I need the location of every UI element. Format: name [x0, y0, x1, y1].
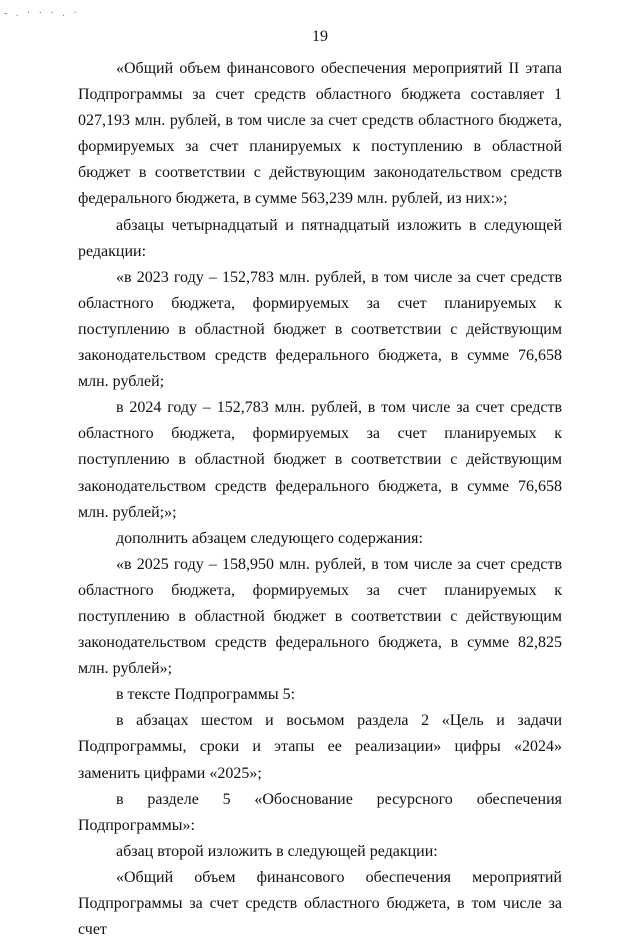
paragraph: абзац второй изложить в следующей редакции: [116, 842, 438, 860]
page-number: 19 [312, 28, 328, 45]
paragraph: в тексте Подпрограммы 5: [116, 686, 296, 704]
paragraph: «в 2023 году – 152,783 млн. рублей, в том числе за счет средств областного бюджета, формируемых за счет планируемых к поступлению в областной бюджет в соответствии с действующим законодательством средств федерального бюджета, в сумме 76,658 млн. рублей; [78, 268, 562, 391]
document-body [78, 56, 562, 943]
paragraph: в разделе 5 «Обоснование ресурсного обеспечения Подпрограммы»: [78, 790, 562, 834]
paragraph: в 2024 году – 152,783 млн. рублей, в том числе за счет средств областного бюджета, формируемых за счет планируемых к поступлению в областной бюджет в соответствии с действующим законодательством средств федерального бюджета, в сумме 76,658 млн. рублей;»; [78, 399, 562, 521]
paragraph: абзацы четырнадцатый и пятнадцатый изложить в следующей редакции: [78, 216, 562, 260]
scan-artifact-marks: ‑ . · · · . · [4, 8, 80, 19]
paragraph: «Общий объем финансового обеспечения мероприятий II этапа Подпрограммы за счет средств областного бюджета составляет 1 027,193 млн. рублей, в том числе за счет средств областного бюджета, формируемых за счет планируемых к поступлению в областной бюджет в соответствии с действующим законодательством средств федерального бюджета, в сумме 563,239 млн. рублей, из них:»; [78, 60, 562, 208]
paragraph: дополнить абзацем следующего содержания: [116, 529, 423, 547]
paragraph: «в 2025 году – 158,950 млн. рублей, в том числе за счет средств областного бюджета, формируемых за счет планируемых к поступлению в областной бюджет в соответствии с действующим законодательством средств федерального бюджета, в сумме 82,825 млн. рублей»; [78, 555, 562, 678]
paragraph: в абзацах шестом и восьмом раздела 2 «Цель и задачи Подпрограммы, сроки и этапы ее реализации» цифры «2024» заменить цифрами «2025»; [78, 712, 562, 782]
paragraph: «Общий объем финансового обеспечения мероприятий Подпрограммы за счет средств областного бюджета, в том числе за счет [78, 868, 562, 939]
